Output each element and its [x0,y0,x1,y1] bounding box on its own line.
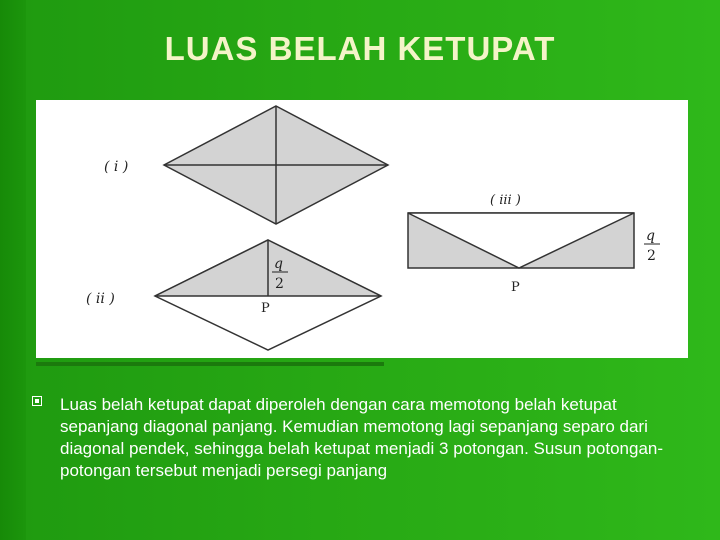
square-bullet-icon [32,396,42,406]
bullet-text: Luas belah ketupat dapat diperoleh dengan cara memotong belah ketupat sepanjang diagonal panjang. Kemudian memotong lagi sepanjang separo dari diagonal pendek, sehingga belah ketupat menjadi 3 potongan. Susun potongan-potongan tersebut menjadi persegi panjang [60,395,664,480]
label-q-ii: q [274,256,283,272]
rectangle-iii [408,213,634,268]
label-2-iii: 2 [647,248,656,264]
bullet-item [32,394,672,482]
figure-canvas [36,100,688,358]
slide-title: LUAS BELAH KETUPAT [164,30,556,67]
label-iii: ( iii ) [490,193,521,208]
label-ii: ( ii ) [86,291,115,307]
label-i: ( i ) [104,159,129,175]
rhombus-area-figure [36,100,688,358]
left-accent-bar [0,0,26,540]
label-2-ii: 2 [275,276,284,292]
label-p-iii: P [511,280,520,295]
label-q-iii: q [646,228,655,244]
rhombus-i [164,106,388,224]
label-p-ii: P [261,301,270,316]
rhombus-ii [155,240,381,350]
divider-rule [36,362,384,366]
